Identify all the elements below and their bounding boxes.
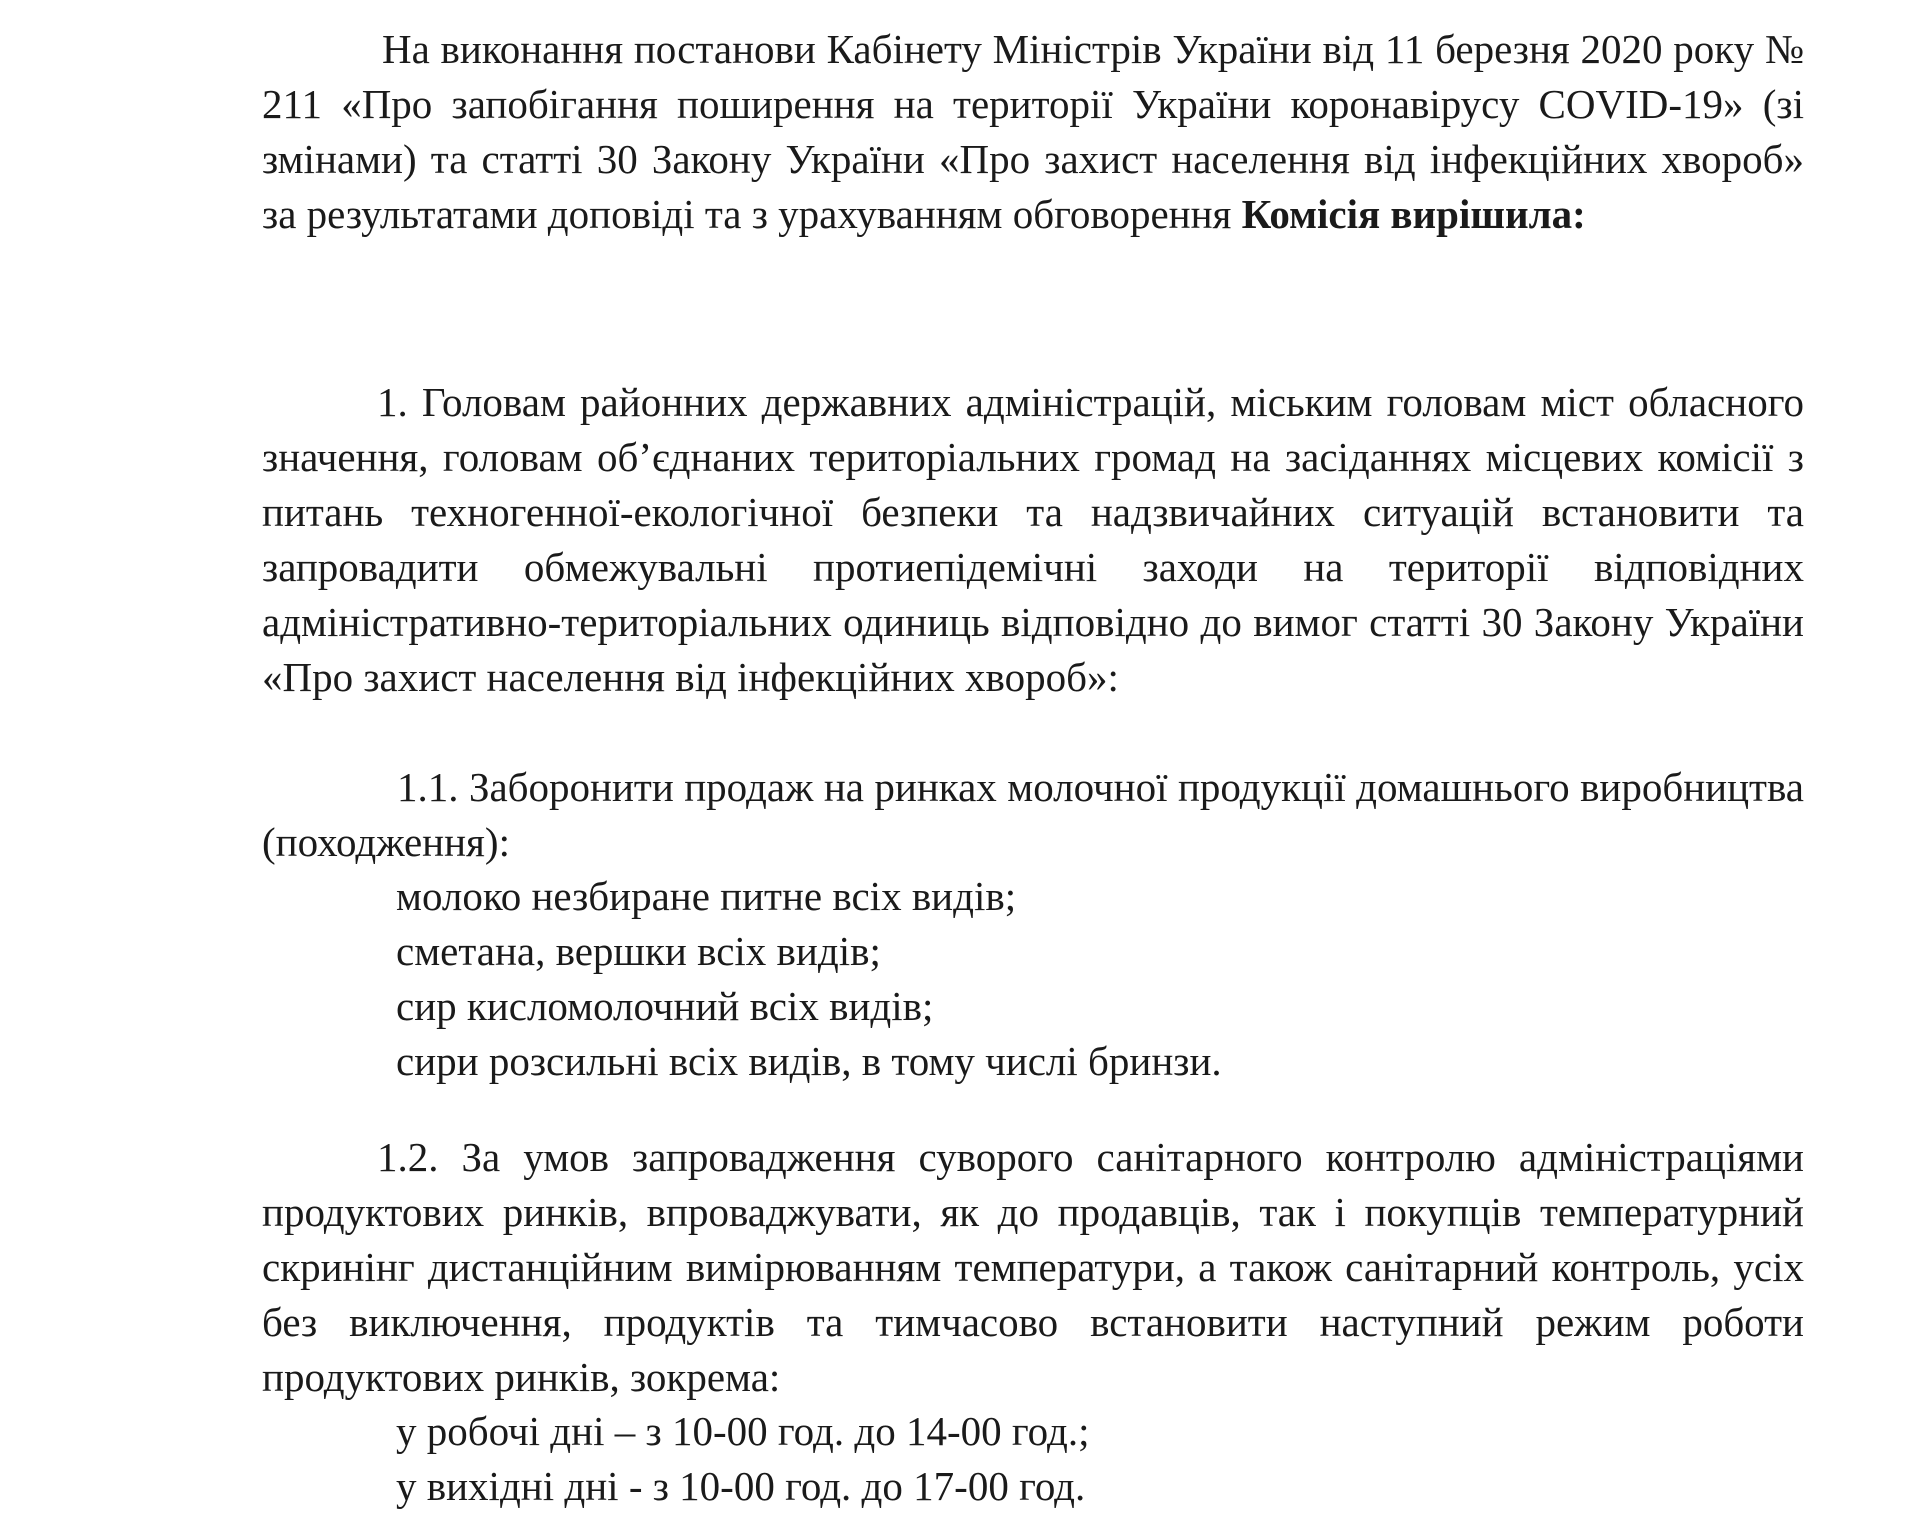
item-1-1-paragraph: 1.1. Заборонити продаж на ринках молочної продукції домашнього виробництва (походження):	[262, 764, 1804, 865]
intro-paragraph	[262, 22, 1804, 242]
list-item: у робочі дні – з 10-00 год. до 14-00 год.;	[396, 1408, 1090, 1454]
dairy-products-list	[396, 869, 1222, 1089]
market-schedule-list	[396, 1404, 1089, 1514]
commission-decided-label: Комісія вирішила:	[1241, 191, 1586, 237]
list-item: сир кисломолочний всіх видів;	[396, 983, 934, 1029]
list-item: у вихідні дні - з 10-00 год. до 17-00 год.	[396, 1463, 1086, 1509]
list-item: молоко незбиране питне всіх видів;	[396, 873, 1017, 919]
intro-text: На виконання постанови Кабінету Міністрів України від 11 березня 2020 року № 211 «Про запобігання поширення на території України коронавірусу COVID-19» (зі змінами) та статті 30 Закону України «Про захист населення від інфекційних хвороб» за результатами доповіді та з урахуванням обговорення	[262, 26, 1804, 237]
list-item: сметана, вершки всіх видів;	[396, 928, 881, 974]
item-1-paragraph: 1. Головам районних державних адміністрацій, міським головам міст обласного значення, головам об’єднаних територіальних громад на засіданнях місцевих комісії з питань техногенної-екологічної безпеки та надзвичайних ситуацій встановити та запровадити обмежувальні протиепідемічні заходи на території відповідних адміністративно-територіальних одиниць відповідно до вимог статті 30 Закону України «Про захист населення від інфекційних хвороб»:	[262, 379, 1804, 700]
list-item: сири розсильні всіх видів, в тому числі бринзи.	[396, 1038, 1222, 1084]
item-1-2-paragraph: 1.2. За умов запровадження суворого санітарного контролю адміністраціями продуктових ринків, впроваджувати, як до продавців, так і покупців температурний скринінг дистанційним вимірюванням температури, а також санітарний контроль, усіх без виключення, продуктів та тимчасово встановити наступний режим роботи продуктових ринків, зокрема:	[262, 1134, 1804, 1400]
